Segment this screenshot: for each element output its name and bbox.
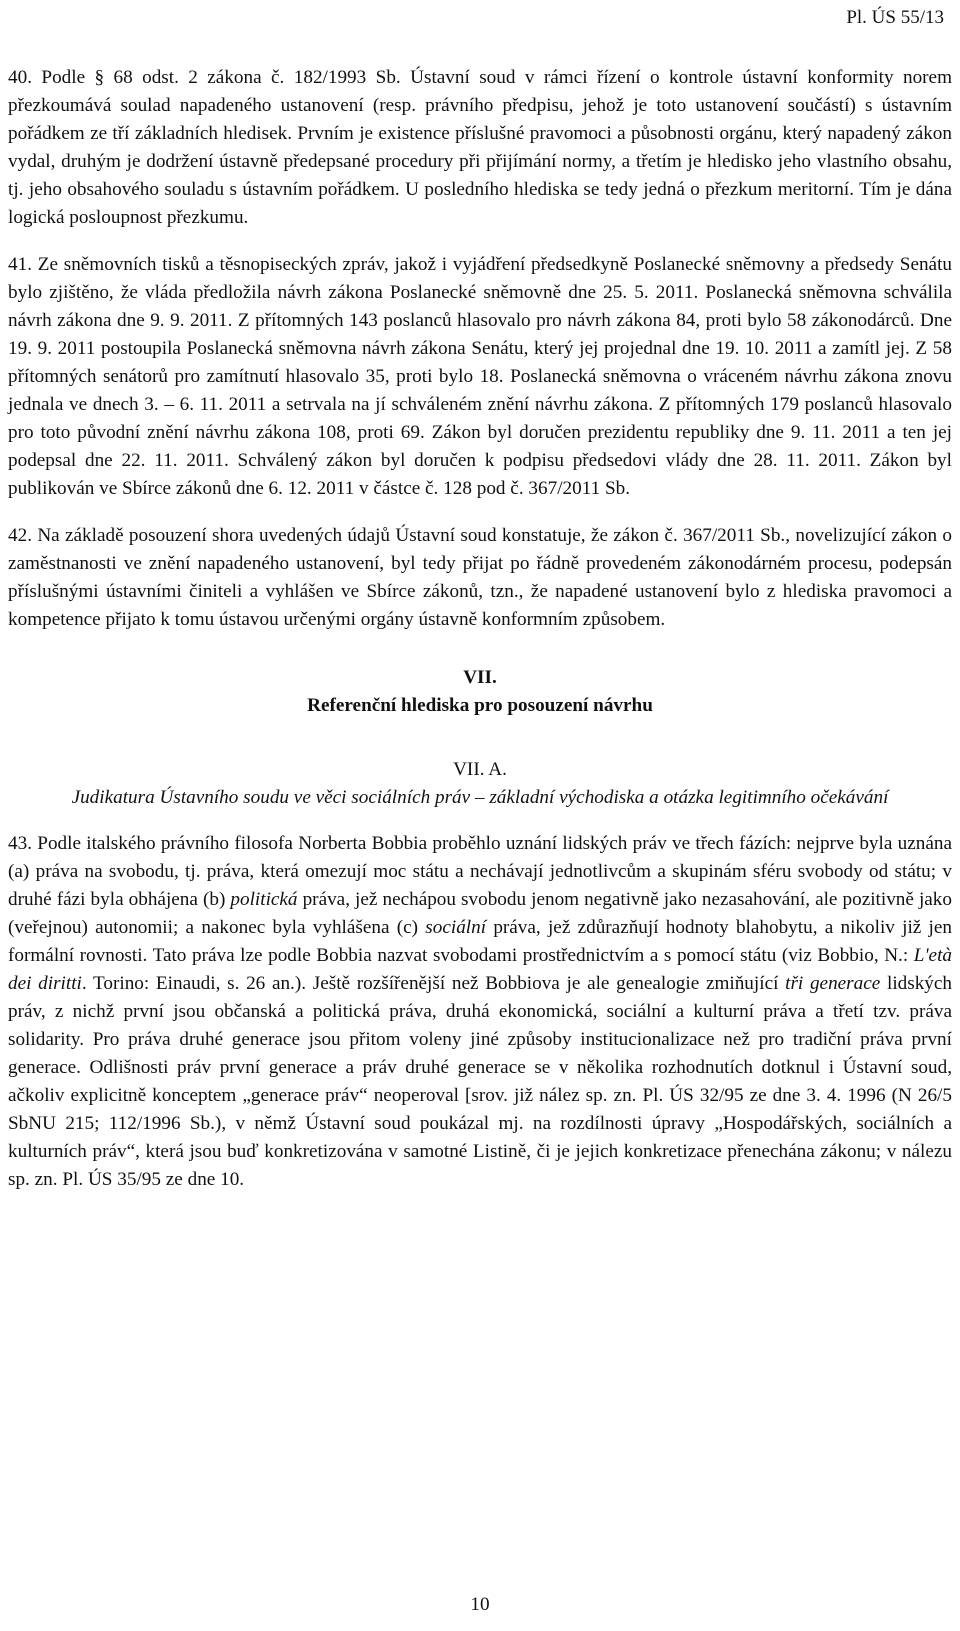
paragraph-42 — [8, 522, 952, 634]
paragraph-text: práva, jež zdůrazňují hodnoty blahobytu, a nikoliv již jen formální rovnosti. Tato práva lze podle Bobbia nazvat svobodami prostřednictvím a s pomocí státu (viz Bobbio, N.: — [8, 917, 952, 966]
paragraph-text: 41. Ze sněmovních tisků a těsnopiseckých zpráv, jakož i vyjádření předsedkyně Poslanecké sněmovny a předsedy Senátu bylo zjištěno, že vláda předložila návrh zákona Poslanecké sněmovně dne 25. 5. 2011. Poslanecká sněmovna schválila návrh zákona dne 9. 9. 2011. Z přítomných 143 poslanců hlasovalo pro návrh zákona 84, proti bylo 58 zákonodárců. Dne 19. 9. 2011 postoupila Poslanecká sněmovna návrh zákona Senátu, který jej projednal dne 19. 10. 2011 a zamítl jej. Z 58 přítomných senátorů pro zamítnutí hlasovalo 35, proti bylo 18. Poslanecká sněmovna o vráceném návrhu zákona znovu jednala ve dnech 3. – 6. 11. 2011 a setrvala na jí schváleném znění návrhu zákona. Z přítomných 179 poslanců hlasovalo pro toto původní znění návrhu zákona 108, proti 69. Zákon byl doručen prezidentu republiky dne 9. 11. 2011 a ten jej podepsal dne 22. 11. 2011. Schválený zákon byl doručen k podpisu předsedovi vlády dne 28. 11. 2011. Zákon byl publikován ve Sbírce zákonů dne 6. 12. 2011 v částce č. 128 pod č. 367/2011 Sb. — [8, 254, 952, 499]
italic-term: sociální — [425, 917, 487, 938]
document-body — [8, 64, 952, 1213]
italic-term: politická — [230, 889, 298, 910]
paragraph-text: 43. Podle italského právního filosofa Norberta Bobbia proběhlo uznání lidských práv ve třech fázích: nejprve byla uznána (a) práva na svobodu, tj. práva, která omezují moc státu a nechávají jednotlivcům a skupinám sféru svobody od státu; v druhé fázi byla obhájena (b) — [8, 833, 952, 910]
paragraph-text: lidských práv, z nichž první jsou občanská a politická práva, druhá ekonomická, sociální a kulturní práva a třetí tzv. práva solidarity. Pro práva druhé generace jsou přitom voleny jiné způsoby institucionalizace než pro tradiční práva první generace. Odlišnosti práv první generace a práv druhé generace se v několika rozhodnutích dotknul i Ústavní soud, ačkoliv explicitně konceptem „generace práv“ neoperoval [srov. již nález sp. zn. Pl. ÚS 32/95 ze dne 3. 4. 1996 (N 26/5 SbNU 215; 112/1996 Sb.), v němž Ústavní soud poukázal mj. na rozdílnosti úpravy „Hospodářských, sociálních a kulturních práv“, která jsou buď konkretizována v samotné Listině, či je jejich konkretizace přenechána zákonu; v nálezu sp. zn. Pl. ÚS 35/95 ze dne 10. — [8, 973, 953, 1190]
page-number: 10 — [470, 1594, 490, 1615]
paragraph-40 — [8, 64, 952, 232]
paragraph-text: práva, jež nechápou svobodu jenom negativně jako nezasahování, ale pozitivně jako (veřejnou) autonomii; a nakonec byla vyhlášena (c) — [8, 889, 952, 938]
section-number: VII. — [463, 667, 497, 688]
paragraph-text: 40. Podle § 68 odst. 2 zákona č. 182/1993 Sb. Ústavní soud v rámci řízení o kontrole ústavní konformity norem přezkoumává soulad napadeného ustanovení (resp. právního předpisu, jehož je toto ustanovení součástí) s ústavním pořádkem ze tří základních hledisek. Prvním je existence příslušné pravomoci a působnosti orgánu, který napadený zákon vydal, druhým je dodržení ústavně předepsané procedury při přijímání normy, a třetím je hledisko jeho vlastního obsahu, tj. jeho obsahového souladu s ústavním pořádkem. U posledního hlediska se tedy jedná o přezkum meritorní. Tím je dána logická posloupnost přezkumu. — [8, 67, 952, 228]
paragraph-text: . Torino: Einaudi, s. 26 an.). Ještě rozšířenější než Bobbiova je ale genealogie zmiňující — [81, 973, 786, 994]
subsection-title: Judikatura Ústavního soudu ve věci sociálních práv – základní východiska a otázka legitimního očekávání — [71, 787, 889, 808]
italic-book-title: L'età dei diritti — [8, 945, 952, 994]
section-title: Referenční hlediska pro posouzení návrhu — [307, 695, 653, 716]
subsection-number: VII. A. — [453, 759, 507, 780]
case-reference: Pl. ÚS 55/13 — [846, 7, 944, 28]
italic-term: tři generace — [785, 973, 881, 994]
paragraph-text: 42. Na základě posouzení shora uvedených údajů Ústavní soud konstatuje, že zákon č. 367/2011 Sb., novelizující zákon o zaměstnanosti ve znění napadeného ustanovení, byl tedy přijat po řádně provedeném zákonodárném procesu, podepsán příslušnými ústavními činiteli a vyhlášen ve Sbírce zákonů, tzn., že napadené ustanovení bylo z hlediska pravomoci a kompetence přijato k tomu ústavou určenými orgány ústavně konformním způsobem. — [8, 525, 952, 630]
paragraph-41 — [8, 251, 952, 503]
paragraph-43 — [8, 830, 952, 1194]
